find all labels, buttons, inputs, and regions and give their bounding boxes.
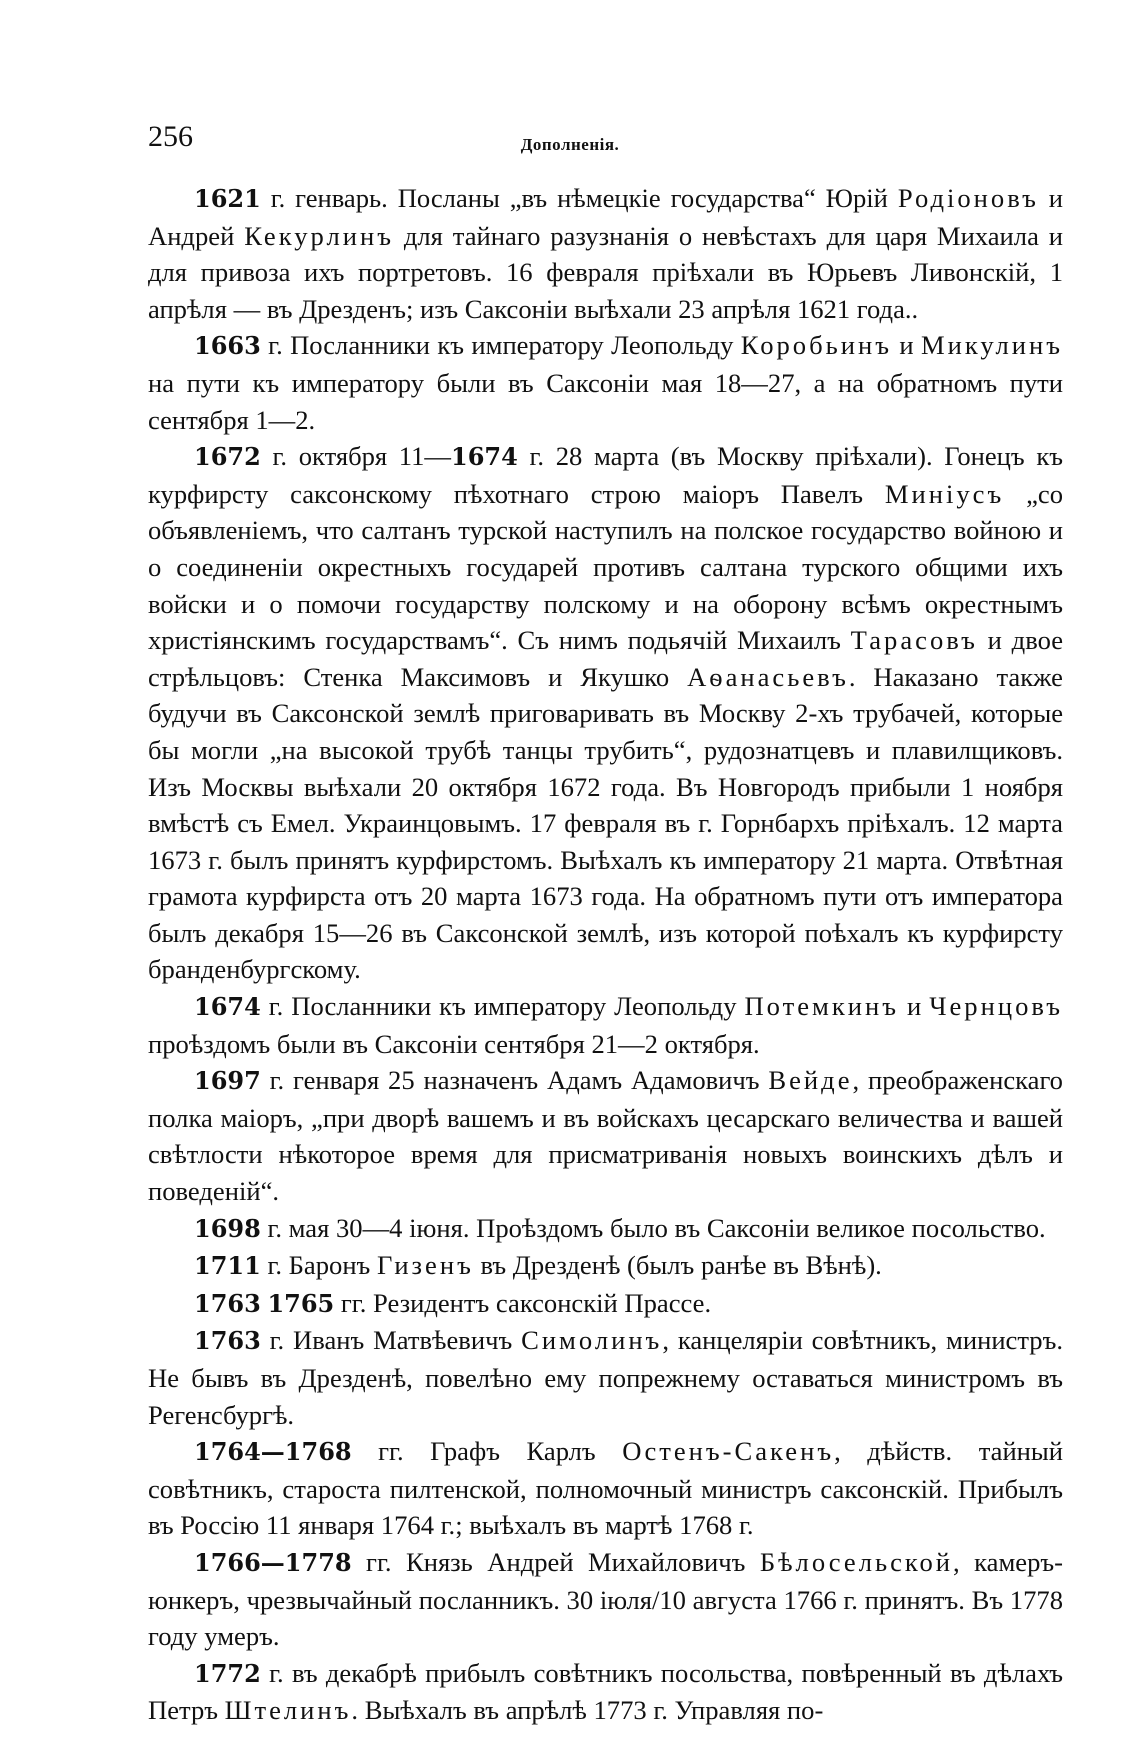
entry-text: г. мая 30—4 іюня. Проѣздомъ было въ Саксоніи великое посольство. bbox=[260, 1212, 1046, 1243]
entry-text: проѣздомъ были въ Саксоніи сентября 21—2 октября. bbox=[148, 1028, 760, 1059]
entry-text: гг. Резидентъ саксонскій Прассе. bbox=[334, 1287, 712, 1318]
entry-1672 bbox=[148, 438, 1063, 988]
entry-1697 bbox=[148, 1062, 1063, 1209]
person-name: Гизенъ bbox=[376, 1250, 474, 1281]
entry-text: для тайнаго разузнанія о невѣстахъ для царя Михаила и для привоза ихъ портретовъ. 16 февраля пріѣхали въ Юрьевъ Ливонскій, 1 апрѣля — въ Дрезденъ; изъ Саксоніи выѣхали 23 апрѣля 1621 года.. bbox=[148, 220, 1063, 324]
entry-text: и bbox=[891, 330, 921, 361]
entry-text: г. октября 11— bbox=[260, 441, 452, 472]
entry-year: 1764—1768 bbox=[194, 1437, 352, 1467]
entry-year: 1697 bbox=[194, 1066, 261, 1096]
entry-text: на пути къ императору были въ Саксоніи мая 18—27, а на обратномъ пути сентября 1—2. bbox=[148, 367, 1063, 435]
entry-1698 bbox=[148, 1210, 1063, 1248]
entry-text: . Выѣхалъ въ апрѣлѣ 1773 г. Управляя по- bbox=[351, 1695, 824, 1726]
person-name: Симолинъ bbox=[521, 1325, 663, 1356]
entry-year: 1763 bbox=[194, 1326, 261, 1356]
entry-year: 1711 bbox=[194, 1251, 261, 1281]
text-block bbox=[148, 180, 1063, 1729]
entry-year: 1766—1778 bbox=[194, 1547, 352, 1577]
entry-1663 bbox=[148, 327, 1063, 438]
entry-text: , канцеляріи совѣтникъ, министръ. Не бывъ въ Дрезденѣ, повелѣно ему попрежнему оставаться министромъ въ Регенсбургѣ. bbox=[148, 1325, 1064, 1430]
entry-year: 1672 bbox=[194, 442, 261, 472]
entry-text: г. 28 марта (въ Москву пріѣхали). Гонецъ къ курфирсту саксонскому пѣхотнаго строю маіоръ Павелъ bbox=[148, 441, 1063, 509]
entry-1674 bbox=[148, 988, 1063, 1062]
person-name: Кекурлинъ bbox=[244, 220, 394, 251]
entry-text: , дѣйств. тайный совѣтникъ, староста пилтенской, полномочный министръ саксонскій. Прибылъ въ Россію 11 января 1764 г.; выѣхалъ въ мартѣ 1768 г. bbox=[148, 1436, 1064, 1541]
person-name: Чернцовъ bbox=[929, 991, 1064, 1022]
entry-year: 1674 bbox=[194, 992, 261, 1022]
entry-year: 1772 bbox=[194, 1658, 261, 1688]
person-name: Родіоновъ bbox=[897, 183, 1039, 213]
entry-year: 1763 bbox=[194, 1288, 261, 1318]
page-number: 256 bbox=[148, 120, 193, 153]
person-name: Аѳанасьевъ bbox=[687, 661, 849, 692]
entry-text: гг. Князь Андрей Михайловичъ bbox=[351, 1546, 760, 1577]
entry-1772 bbox=[148, 1655, 1063, 1729]
entry-year: 1698 bbox=[194, 1213, 261, 1243]
entry-text: г. генваря 25 назначенъ Адамъ Адамовичъ bbox=[260, 1065, 769, 1096]
entry-text: и bbox=[899, 991, 930, 1022]
person-name: Тарасовъ bbox=[850, 625, 978, 656]
entry-text: г. Посланники къ императору Леопольду bbox=[260, 991, 745, 1022]
entry-1711 bbox=[148, 1247, 1063, 1285]
entry-1763-1765 bbox=[148, 1285, 1063, 1323]
entry-year: 1765 bbox=[267, 1288, 335, 1318]
entry-text: . Наказано также будучи въ Саксонской землѣ приговаривать въ Москву 2-хъ трубачей, которые бы могли „на высокой трубѣ танцы трубить“, рудознатцевъ и плавилщиковъ. Изъ Москвы выѣхали 20 октября 1672 года. Въ Новгородъ прибыли 1 ноября вмѣстѣ съ Емел. Украинцовымъ. 17 февраля въ г. Горнбархъ пріѣхалъ. 12 марта 1673 г. былъ принятъ курфирстомъ. Выѣхалъ къ императору 21 марта. Отвѣтная грамота курфирста отъ 20 марта 1673 года. На обратномъ пути отъ императора былъ декабря 15—26 въ Саксонской землѣ, изъ которой поѣхалъ къ курфирсту бранденбургскому. bbox=[148, 661, 1063, 985]
entry-text: г. Посланники къ императору Леопольду bbox=[260, 330, 741, 361]
person-name: Штелинъ bbox=[224, 1695, 352, 1726]
person-name: Миніусъ bbox=[884, 478, 1005, 509]
entry-year: 1674 bbox=[451, 442, 518, 472]
entry-1766-1778 bbox=[148, 1544, 1063, 1655]
person-name: Микулинъ bbox=[920, 330, 1063, 361]
entry-text: и Андрей bbox=[148, 183, 1063, 251]
person-name: Потемкинъ bbox=[744, 991, 900, 1022]
entry-1763 bbox=[148, 1322, 1063, 1433]
entry-1764-1768 bbox=[148, 1433, 1063, 1544]
entry-text: г. Иванъ Матвѣевичъ bbox=[260, 1325, 522, 1356]
entry-text: и двое стрѣльцовъ: Стенка Максимовъ и Якушко bbox=[148, 625, 1063, 692]
entry-text: г. генварь. Посланы „въ нѣмецкіе государства“ Юрій bbox=[260, 183, 898, 213]
entry-text: , преображенскаго полка маіоръ, „при дворѣ вашемъ и въ войскахъ цесарскаго величества и вашей свѣтлости нѣкоторое время для присматриванія новыхъ воинскихъ дѣлъ и поведеній“. bbox=[148, 1065, 1063, 1207]
entry-text: въ Дрезденѣ (былъ ранѣе въ Вѣнѣ). bbox=[473, 1250, 882, 1281]
person-name: Бѣлосельской bbox=[759, 1546, 954, 1577]
entry-1621 bbox=[148, 180, 1063, 327]
entry-text: „со объявленіемъ, что салтанъ турской наступилъ на полское государство войною и о соединеніи окрестныхъ государей противъ салтана турского общими ихъ войски и о помочи государству полскому и на оборону всѣмъ окрестнымъ христіянскимъ государствамъ“. Съ нимъ подьячій Михаилъ bbox=[148, 478, 1063, 656]
entry-text: , камеръ-юнкеръ, чрезвычайный посланникъ. 30 іюля/10 августа 1766 г. принятъ. Въ 1778 году умеръ. bbox=[148, 1546, 1063, 1652]
entry-year: 1621 bbox=[194, 184, 261, 213]
entry-year: 1663 bbox=[194, 331, 261, 361]
running-head: Дополненія. bbox=[520, 135, 620, 154]
entry-text: г. въ декабрѣ прибылъ совѣтникъ посольства, повѣренный въ дѣлахъ Петръ bbox=[148, 1657, 1063, 1726]
entry-text: гг. Графъ Карлъ bbox=[351, 1436, 623, 1467]
person-name: Коробьинъ bbox=[740, 330, 892, 361]
entry-text: г. Баронъ bbox=[260, 1250, 377, 1281]
person-name: Вейде bbox=[768, 1065, 853, 1096]
person-name: Остенъ-Сакенъ bbox=[622, 1436, 835, 1467]
